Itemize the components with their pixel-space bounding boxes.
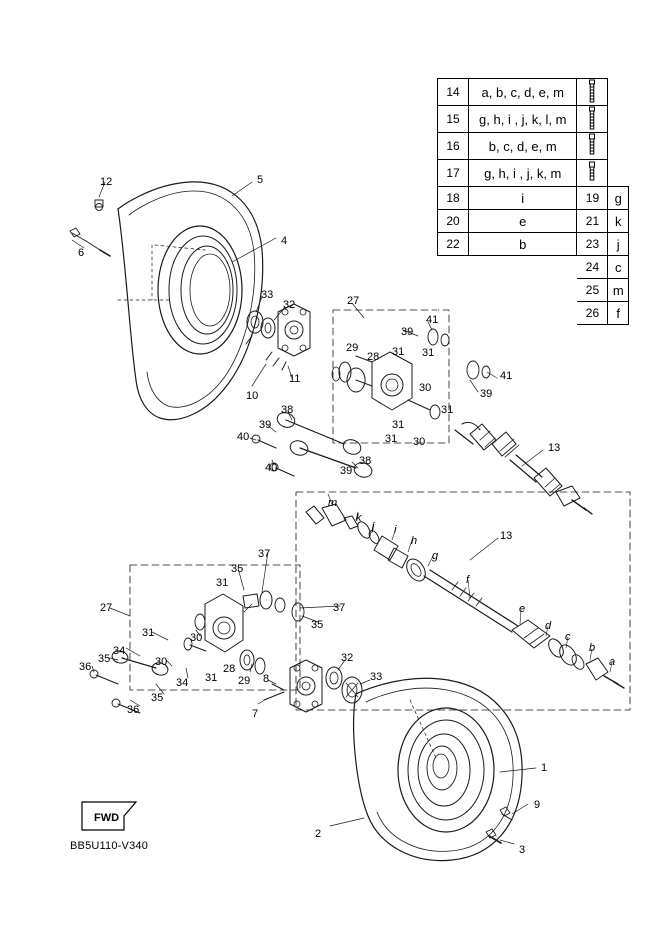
callout-30-c: 30 — [190, 632, 203, 644]
callout-3: 3 — [519, 844, 526, 856]
part-value: f — [608, 302, 629, 325]
letter-label-d: d — [545, 620, 552, 632]
diagram-code: BB5U110-V340 — [70, 840, 149, 852]
part-number: 17 — [438, 160, 469, 187]
letter-label-g: g — [432, 550, 439, 562]
callout-39-c: 39 — [259, 419, 272, 431]
callout-13-b: 13 — [500, 530, 513, 542]
callout-27-upper: 27 — [347, 295, 360, 307]
part-value: g, h, i , j, k, l, m — [469, 106, 577, 133]
callout-36-b: 36 — [127, 704, 140, 716]
part-value: m — [608, 279, 629, 302]
part-number: 25 — [577, 279, 608, 302]
callout-39-b: 39 — [480, 388, 493, 400]
callout-30-d: 30 — [155, 656, 168, 668]
table-spacer — [469, 302, 577, 325]
table-row — [438, 210, 629, 233]
letter-label-j: j — [372, 521, 375, 533]
callout-35-c: 35 — [98, 653, 111, 665]
table-spacer — [469, 256, 577, 279]
letter-label-b: b — [589, 642, 596, 654]
part-value: i — [469, 187, 577, 210]
bolt-icon — [577, 79, 608, 106]
letter-label-a: a — [609, 656, 616, 668]
callout-40-b: 40 — [265, 462, 278, 474]
part-number: 24 — [577, 256, 608, 279]
callout-29-lower: 29 — [238, 675, 251, 687]
table-spacer — [438, 302, 469, 325]
bolt-icon — [577, 133, 608, 160]
callout-33-upper: 33 — [261, 289, 274, 301]
bolt-icon — [577, 160, 608, 187]
letter-label-k: k — [356, 512, 362, 524]
callout-1: 1 — [541, 762, 548, 774]
part-number: 15 — [438, 106, 469, 133]
letter-label-h: h — [411, 535, 418, 547]
part-value: c — [608, 256, 629, 279]
callout-35-b: 35 — [311, 619, 324, 631]
table-row — [438, 256, 629, 279]
part-number: 14 — [438, 79, 469, 106]
callout-30-b: 30 — [413, 436, 426, 448]
table-spacer — [469, 279, 577, 302]
table-row — [438, 187, 629, 210]
callout-28-upper: 28 — [367, 351, 380, 363]
callout-41-b: 41 — [500, 370, 513, 382]
lower-knuckle-group — [90, 552, 340, 713]
part-number: 20 — [438, 210, 469, 233]
callout-27-lower: 27 — [100, 602, 113, 614]
callout-10: 10 — [246, 390, 259, 402]
callout-37-b: 37 — [333, 602, 346, 614]
part-number: 19 — [577, 187, 608, 210]
callout-31-g: 31 — [142, 627, 155, 639]
part-number: 26 — [577, 302, 608, 325]
letter-label-m: m — [328, 497, 338, 509]
callout-6: 6 — [78, 247, 85, 259]
part-number: 18 — [438, 187, 469, 210]
parts-reference-table — [437, 78, 629, 325]
table-spacer — [438, 256, 469, 279]
callout-38-b: 38 — [359, 455, 372, 467]
callout-11: 11 — [289, 373, 301, 385]
callout-34-a: 34 — [113, 645, 126, 657]
callout-5: 5 — [257, 174, 264, 186]
hub-assembly-upper — [246, 297, 310, 386]
callout-8: 8 — [263, 673, 270, 685]
table-row — [438, 79, 629, 106]
table-row — [438, 160, 629, 187]
table-row — [438, 279, 629, 302]
callout-13-a: 13 — [548, 442, 561, 454]
callout-12: 12 — [100, 176, 113, 188]
svg-text:FWD: FWD — [94, 812, 120, 824]
callout-29-upper: 29 — [346, 342, 359, 354]
callout-36-a: 36 — [79, 661, 92, 673]
part-value: a, b, c, d, e, m — [469, 79, 577, 106]
part-number: 23 — [577, 233, 608, 256]
callout-4: 4 — [281, 235, 288, 247]
callout-34-b: 34 — [176, 677, 189, 689]
callout-33-lower: 33 — [370, 671, 383, 683]
callout-31-d: 31 — [392, 419, 405, 431]
callout-32-lower: 32 — [341, 652, 354, 664]
part-value: j — [608, 233, 629, 256]
table-row — [438, 133, 629, 160]
forward-direction-marker — [78, 798, 140, 834]
part-value: e — [469, 210, 577, 233]
callout-31-b: 31 — [422, 347, 435, 359]
callout-31-f: 31 — [216, 577, 229, 589]
callout-41-a: 41 — [426, 314, 439, 326]
table-row — [438, 302, 629, 325]
callout-35-a: 35 — [231, 563, 244, 575]
drive-shaft-upper — [455, 422, 592, 514]
letter-label-e: e — [519, 603, 526, 615]
hub-assembly-lower — [258, 660, 370, 712]
table-row — [438, 233, 629, 256]
rear-tire-lower — [330, 678, 536, 860]
callout-7: 7 — [252, 708, 259, 720]
callout-31-h: 31 — [205, 672, 218, 684]
callout-38-a: 38 — [281, 404, 294, 416]
callout-37-a: 37 — [258, 548, 271, 560]
callout-40-a: 40 — [237, 431, 250, 443]
letter-label-c: c — [565, 631, 571, 643]
drive-shaft-kit-exploded — [296, 492, 630, 710]
callout-31-c: 31 — [441, 404, 454, 416]
callout-31-a: 31 — [392, 346, 405, 358]
callout-39-d: 39 — [340, 465, 353, 477]
part-number: 16 — [438, 133, 469, 160]
callout-9: 9 — [534, 799, 541, 811]
table-row — [438, 106, 629, 133]
part-value: b, c, d, e, m — [469, 133, 577, 160]
letter-label-i: i — [394, 524, 397, 536]
part-value: g, h, i , j, k, m — [469, 160, 577, 187]
part-number: 22 — [438, 233, 469, 256]
bolt-icon — [577, 106, 608, 133]
table-spacer — [438, 279, 469, 302]
callout-32-upper: 32 — [283, 299, 296, 311]
part-value: k — [608, 210, 629, 233]
callout-30-a: 30 — [419, 382, 432, 394]
callout-31-e: 31 — [385, 433, 398, 445]
letter-label-f: f — [466, 574, 470, 586]
callout-39-a: 39 — [401, 326, 414, 338]
part-value: g — [608, 187, 629, 210]
callout-2: 2 — [315, 828, 322, 840]
part-number: 21 — [577, 210, 608, 233]
part-value: b — [469, 233, 577, 256]
rear-tire-upper — [118, 182, 263, 420]
callout-28-lower: 28 — [223, 663, 236, 675]
callout-35-d: 35 — [151, 692, 164, 704]
